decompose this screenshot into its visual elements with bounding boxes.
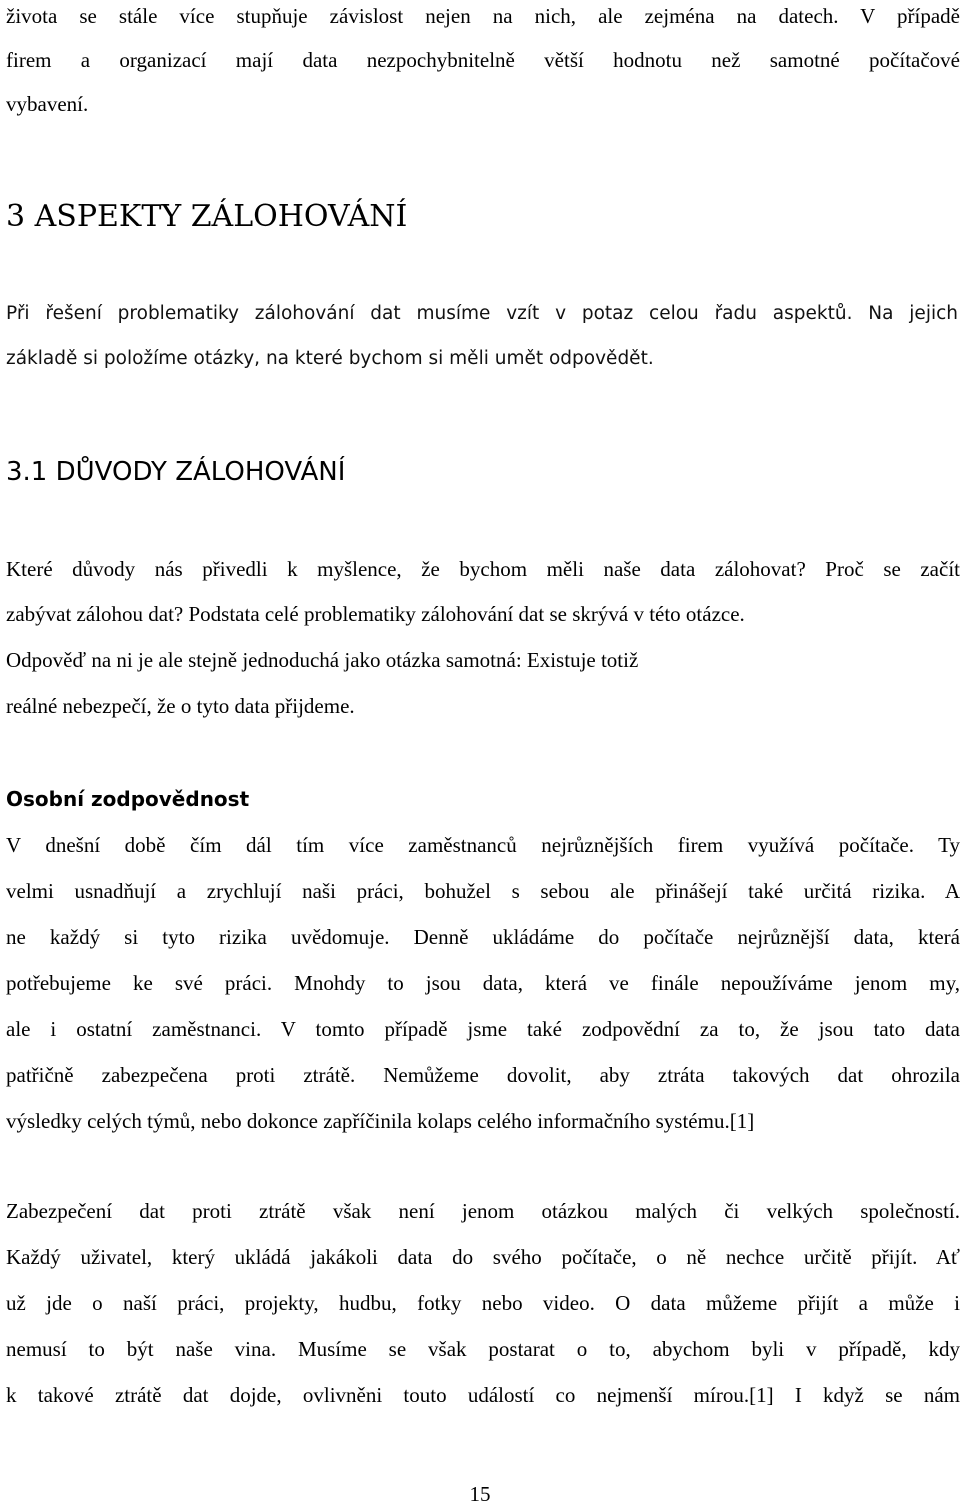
section-paragraph-line-4: reálné nebezpečí, že o tyto data přijdeme. (6, 694, 355, 718)
section-paragraph-line-3: Odpověď na ni je ale stejně jednoduchá jako otázka samotná: Existuje totiž (6, 648, 639, 672)
subsection-p2-line-4: nemusí to být naše vina. Musíme se však postarat o to, abychom byli v případě, kdy (6, 1337, 960, 1361)
section-heading: 3.1 DŮVODY ZÁLOHOVÁNÍ (6, 457, 346, 487)
intro-line-3: vybavení. (6, 92, 89, 116)
subsection-p2-line-1: Zabezpečení dat proti ztrátě však není jenom otázkou malých či velkých společností. (6, 1199, 960, 1223)
subsection-p1-line-2: velmi usnadňují a zrychlují naši práci, bohužel s sebou ale přinášejí také určitá rizika. A (6, 879, 960, 903)
section-paragraph-line-1: Které důvody nás přivedli k myšlence, že bychom měli naše data zálohovat? Proč se začít (6, 557, 960, 581)
subsection-p1-line-1: V dnešní době čím dál tím více zaměstnanců nejrůznějších firem využívá počítače. Ty (6, 833, 960, 857)
intro-line-2: firem a organizací mají data nezpochybnitelně větší hodnotu než samotné počítačové (6, 48, 960, 72)
subsection-heading: Osobní zodpovědnost (6, 787, 250, 811)
subsection-p1-line-4: potřebujeme ke své práci. Mnohdy to jsou data, která ve finále nepoužíváme jenom my, (6, 971, 960, 995)
intro-line-1: života se stále více stupňuje závislost nejen na nich, ale zejména na datech. V případě (6, 4, 960, 28)
chapter-paragraph-line-1: Při řešení problematiky zálohování dat musíme vzít v potaz celou řadu aspektů. Na jejich (6, 303, 958, 324)
page-number: 15 (469, 1482, 491, 1506)
subsection-p2-line-3: už jde o naší práci, projekty, hudbu, fotky nebo video. O data můžeme přijít a může i (6, 1291, 960, 1315)
chapter-paragraph-line-2: základě si položíme otázky, na které bychom si měli umět odpovědět. (6, 348, 654, 369)
chapter-heading: 3 ASPEKTY ZÁLOHOVÁNÍ (6, 199, 408, 234)
subsection-p1-line-5: ale i ostatní zaměstnanci. V tomto případě jsme také zodpovědní za to, že jsou tato data (6, 1017, 960, 1041)
subsection-p2-line-5: k takové ztrátě dat dojde, ovlivněni touto událostí co nejmenší mírou.[1] I když se nám (6, 1383, 960, 1407)
subsection-p1-line-6: patřičně zabezpečena proti ztrátě. Nemůžeme dovolit, aby ztráta takových dat ohrozila (6, 1063, 960, 1087)
subsection-p2-line-2: Každý uživatel, který ukládá jakákoli data do svého počítače, o ně nechce určitě přijít. Ať (6, 1245, 960, 1269)
section-paragraph-line-2: zabývat zálohou dat? Podstata celé problematiky zálohování dat se skrývá v této otázce. (6, 602, 745, 626)
subsection-p1-line-3: ne každý si tyto rizika uvědomuje. Denně ukládáme do počítače nejrůznější data, která (6, 925, 960, 949)
subsection-p1-line-7: výsledky celých týmů, nebo dokonce zapříčinila kolaps celého informačního systému.[1] (6, 1109, 755, 1133)
